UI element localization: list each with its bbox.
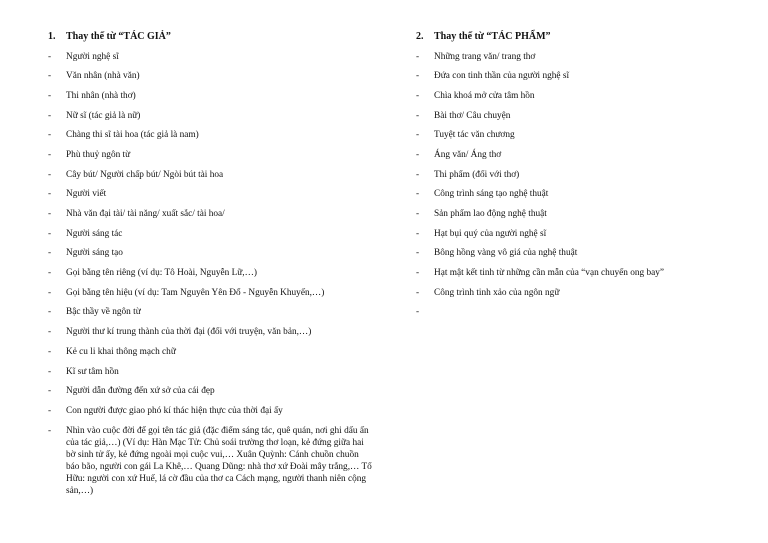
list-item [416,267,716,279]
bullet-dash: - [48,386,52,397]
list-item [416,287,716,299]
list-item [48,110,378,122]
bullet-dash: - [416,169,420,180]
list-item [416,169,716,181]
author-synonym-list [48,51,378,497]
list-item [48,287,378,299]
list-item [48,149,378,161]
bullet-dash: - [48,189,52,200]
list-item-text: Kẻ cu li khai thông mạch chữ [66,346,176,357]
list-item [48,70,378,82]
bullet-dash: - [48,209,52,219]
list-item [48,405,378,417]
list-item-text: Gọi bằng tên hiệu (ví dụ: Tam Nguyên Yên Đổ - Nguyễn Khuyến,…) [66,287,325,298]
list-item [48,346,378,358]
bullet-dash: - [48,51,52,62]
list-item [416,51,716,63]
bullet-dash: - [48,405,52,416]
bullet-dash: - [416,130,420,141]
list-item-text [434,306,716,318]
list-item-text: Bậc thầy về ngôn từ [66,307,141,318]
list-item [416,129,716,141]
bullet-dash: - [48,90,52,101]
bullet-dash: - [416,307,420,318]
list-item-text: Bông hồng vàng vô giá của nghệ thuật [434,248,578,259]
list-item [416,188,716,200]
bullet-dash: - [48,110,52,121]
list-item [48,306,378,318]
list-item-text: Chìa khoá mở cửa tâm hồn [434,90,535,101]
bullet-dash: - [48,130,52,141]
bullet-dash: - [416,51,420,62]
bullet-dash: - [416,209,420,219]
bullet-dash: - [416,228,420,239]
list-item-text: Bài thơ/ Câu chuyện [434,110,511,121]
list-item-text: Người nghệ sĩ [66,51,119,62]
list-item-text: Đứa con tinh thần của người nghệ sĩ [434,71,570,82]
list-item [48,326,378,338]
bullet-dash: - [48,149,52,160]
list-item-text: Công trình sáng tạo nghệ thuật [434,189,549,200]
bullet-dash: - [416,71,420,82]
list-item [48,51,378,63]
list-item [416,110,716,122]
list-item-text: Nữ sĩ (tác giả là nữ) [66,110,141,121]
bullet-dash: - [48,425,52,436]
list-item [416,208,716,220]
bullet-dash: - [48,346,52,357]
list-item [416,228,716,240]
list-item-text: Người viết [66,189,107,200]
bullet-dash: - [416,268,420,279]
bullet-dash: - [48,268,52,279]
bullet-dash: - [416,90,420,101]
work-synonyms-section [416,31,716,326]
list-item-text: Sản phẩm lao động nghệ thuật [434,209,547,219]
list-item [48,228,378,240]
list-item [416,70,716,82]
section-title: Thay thế từ “TÁC GIẢ” [66,31,171,42]
list-item-text: Người dẫn đường đến xứ sở của cái đẹp [66,386,215,397]
list-item-text: Hạt bụi quý của người nghệ sĩ [434,228,547,239]
list-item-text: Người sáng tác [66,228,123,239]
list-item-text: Thi phẩm (đối với thơ) [434,169,520,180]
list-item-text: Người sáng tạo [66,248,123,259]
list-item [48,129,378,141]
bullet-dash: - [416,287,420,298]
section-title: Thay thế từ “TÁC PHẨM” [434,31,551,42]
list-item [48,208,378,220]
work-synonym-list [416,51,716,319]
bullet-dash: - [416,110,420,121]
bullet-dash: - [48,228,52,239]
list-item [48,247,378,259]
bullet-dash: - [48,307,52,318]
list-item [48,90,378,102]
list-item-text: Nhìn vào cuộc đời để gọi tên tác giả (đặc điểm sáng tác, quê quán, nơi ghi dấu ấn của tác giả,…) (Ví dụ: Hàn Mạc Tử: Chủ soái trường thơ loạn, kẻ đứng giữa hai bờ sinh tử ấy, kẻ đứng ngoài mọi cuộc vui,… Xuân Quỳnh: Cánh chuồn chuồn báo bão, người con gái La Khê,… Quang Dũng: nhà thơ xứ Đoài mây trắng,… Tố Hữu: người con xứ Huế, lá cờ đầu của thơ ca Cách mạng, người thanh niên cộng sản,…) [66,425,372,496]
section-number: 1. [48,31,56,42]
bullet-dash: - [48,248,52,259]
bullet-dash: - [48,327,52,338]
bullet-dash: - [416,189,420,200]
list-item-text: Kĩ sư tâm hồn [66,366,119,377]
list-item-text: Phù thuỷ ngôn từ [66,149,131,160]
bullet-dash: - [416,149,420,160]
list-item-text: Gọi bằng tên riêng (ví dụ: Tô Hoài, Nguyễn Lữ,…) [66,268,258,279]
section-heading-author [48,31,378,51]
section-heading-work [416,31,716,51]
list-item [416,90,716,102]
list-item-text: Thi nhân (nhà thơ) [66,90,136,101]
list-item [48,169,378,181]
list-item-text: Hạt mật kết tinh từ những cần mẫn của “vạn chuyến ong bay” [434,268,665,279]
bullet-dash: - [48,71,52,82]
list-item [416,149,716,161]
section-number: 2. [416,31,424,42]
list-item-text: Áng văn/ Áng thơ [434,149,502,160]
list-item-text: Tuyệt tác văn chương [434,130,515,141]
list-item-text: Văn nhân (nhà văn) [66,71,140,82]
list-item [48,425,378,497]
bullet-dash: - [48,287,52,298]
list-item-text: Con người được giao phó kí thác hiện thực của thời đại ấy [66,405,283,416]
list-item-text: Cây bút/ Người chấp bút/ Ngòi bút tài hoa [66,169,224,180]
list-item [48,188,378,200]
list-item-text: Chàng thi sĩ tài hoa (tác giả là nam) [66,130,199,141]
list-item [416,247,716,259]
list-item [48,385,378,397]
list-item [416,306,716,318]
list-item [48,267,378,279]
bullet-dash: - [48,169,52,180]
bullet-dash: - [416,248,420,259]
list-item-text: Người thư kí trung thành của thời đại (đối với truyện, văn bản,…) [66,327,312,338]
author-synonyms-section [48,31,378,504]
list-item-text: Nhà văn đại tài/ tài năng/ xuất sắc/ tài hoa/ [66,209,225,219]
list-item [48,366,378,378]
bullet-dash: - [48,366,52,377]
list-item-text: Công trình tinh xảo của ngôn ngữ [434,287,560,298]
list-item-text: Những trang văn/ trang thơ [434,51,536,62]
